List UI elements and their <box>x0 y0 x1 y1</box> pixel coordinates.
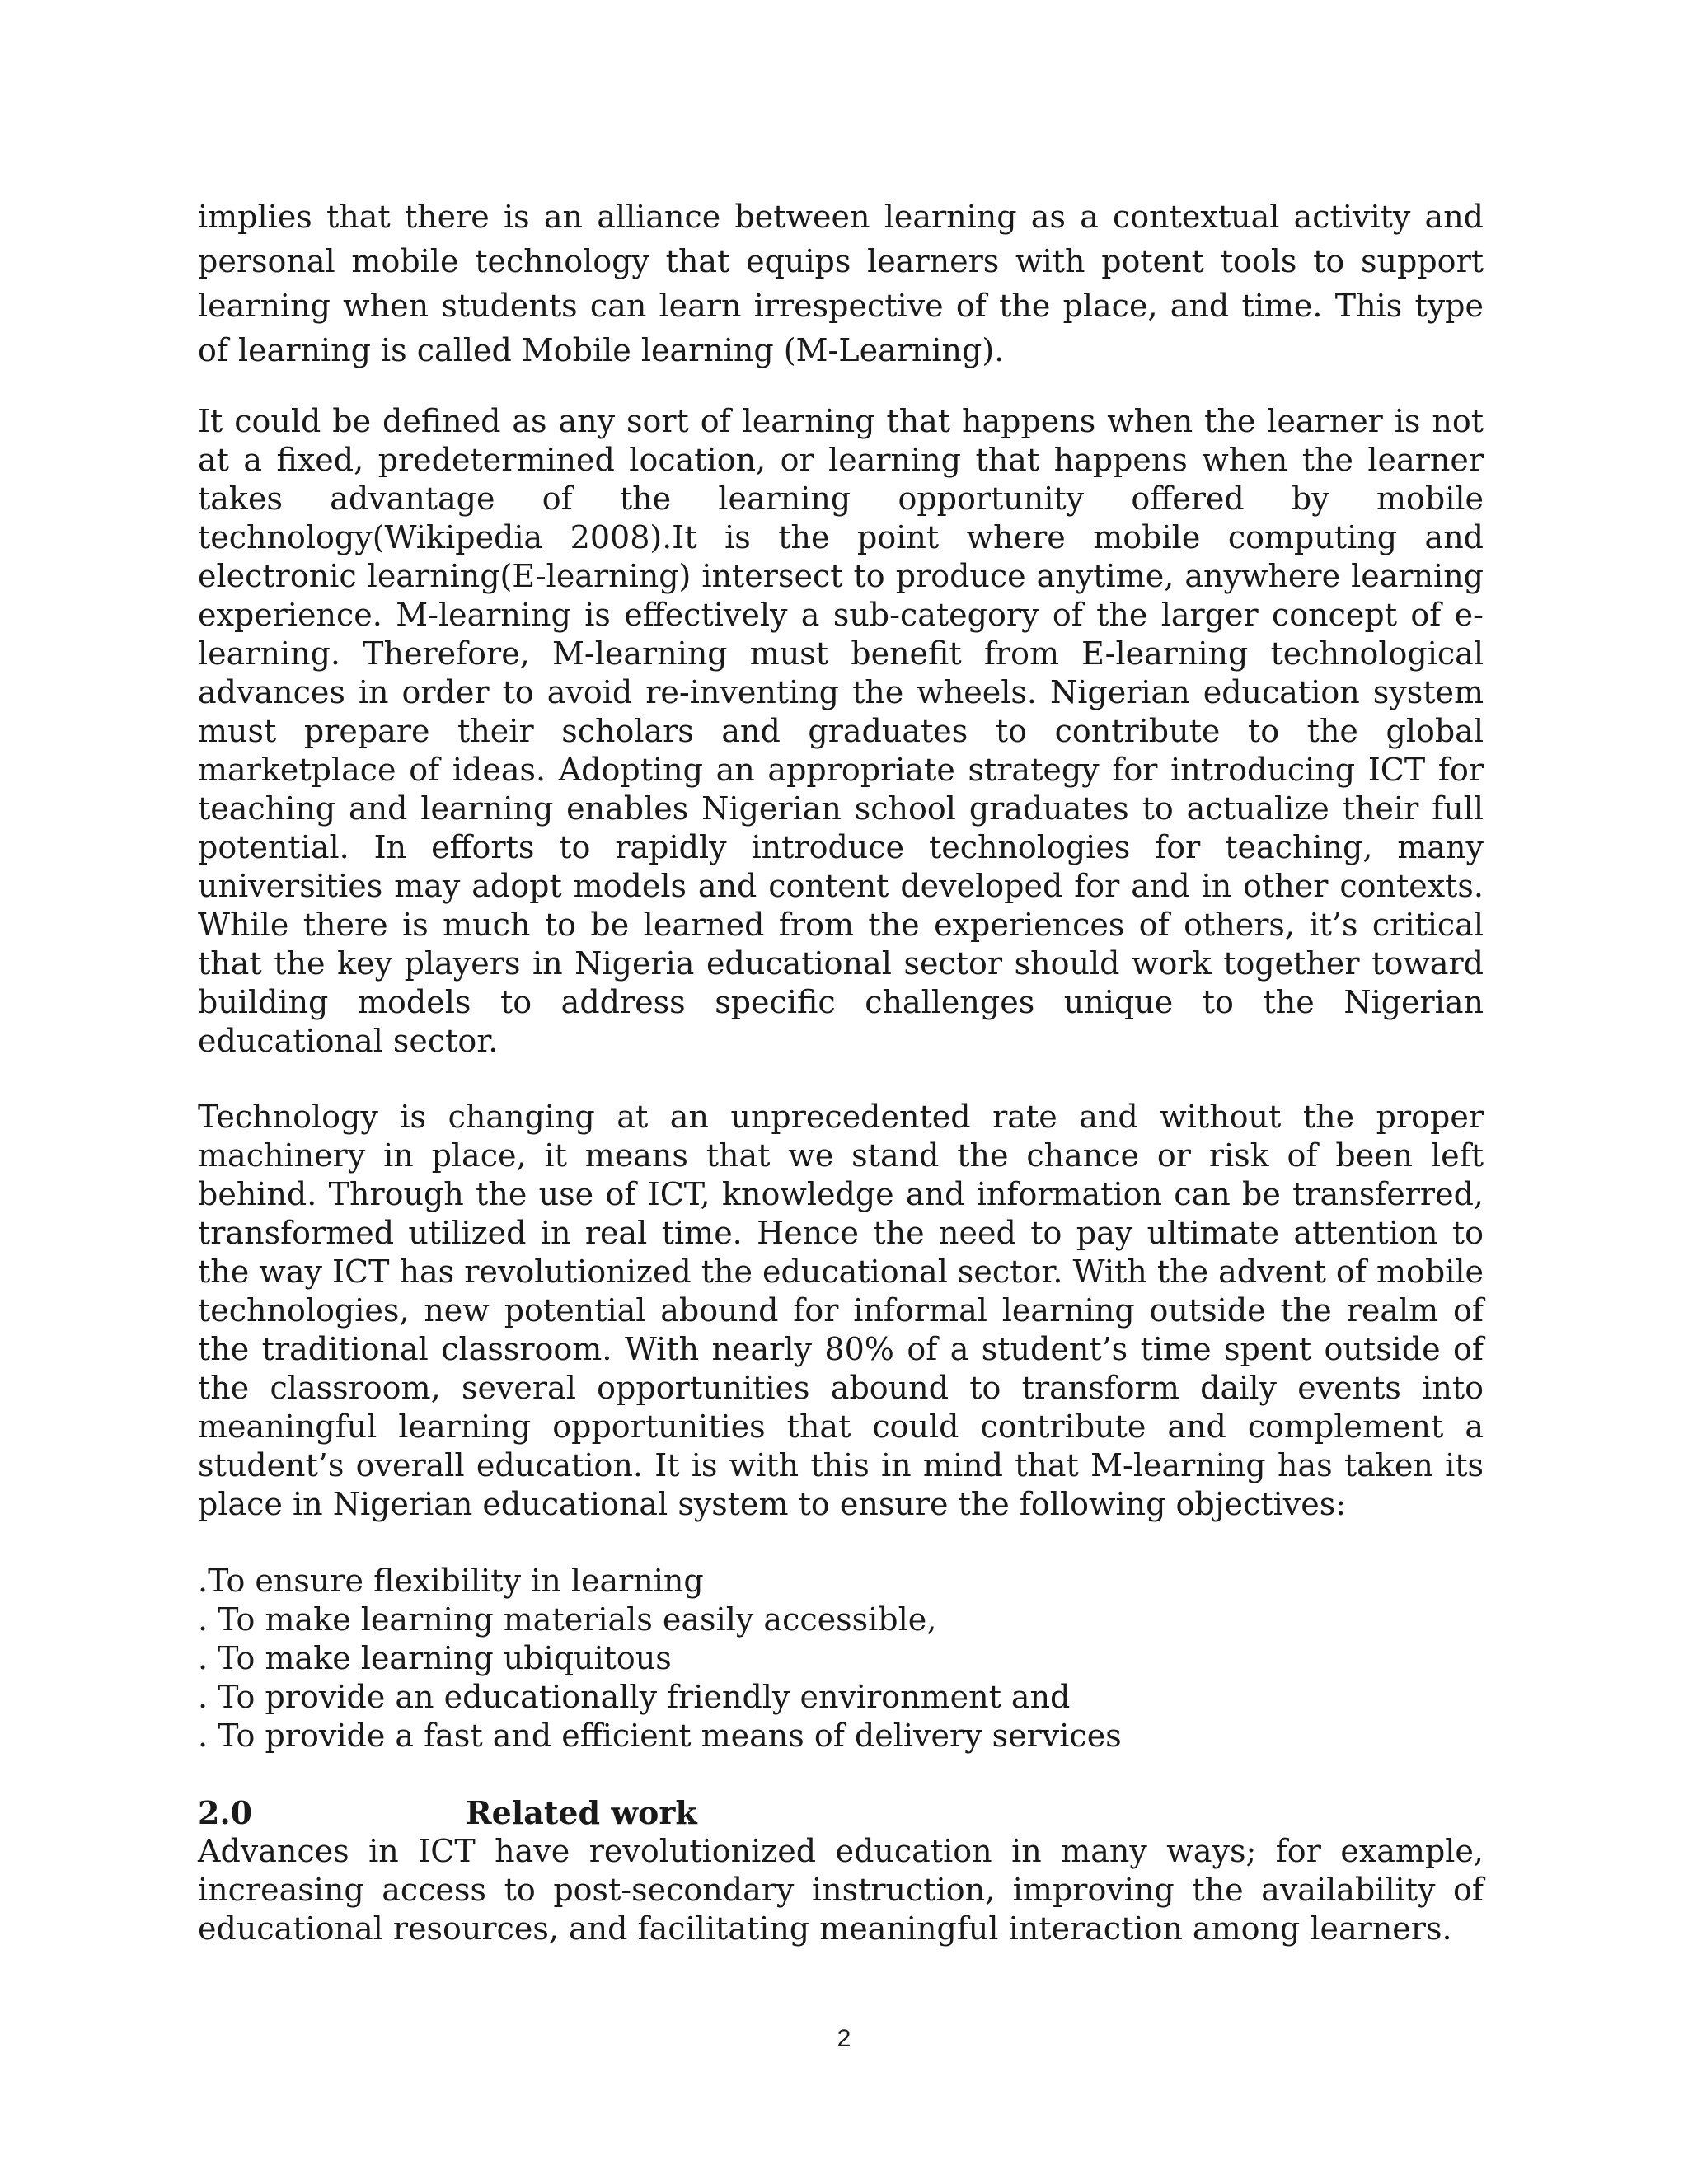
body-paragraph-related-work: Advances in ICT have revolutionized education in many ways; for example, increasing access to post-secondary instruction, improving the availability of educational resources, and facilitating meaningful interaction among learners. <box>198 1833 1484 1947</box>
page-number: 2 <box>837 2025 851 2052</box>
section-title: Related work <box>466 1794 697 1831</box>
list-item: . To make learning ubiquitous <box>198 1640 672 1676</box>
list-item: . To provide a fast and efficient means of delivery services <box>198 1718 1122 1754</box>
section-number: 2.0 <box>198 1794 253 1831</box>
list-item: . To provide an educationally friendly environment and <box>198 1679 1071 1715</box>
body-paragraph-technology: Technology is changing at an unprecedented rate and without the proper machinery in place, it means that we stand the chance or risk of been left behind. Through the use of ICT, knowledge and information can be transferred, transformed utilized in real time. Hence the need to pay ultimate attention to the way ICT has revolutionized the educational sector. With the advent of mobile technologies, new potential abound for informal learning outside the realm of the traditional classroom. With nearly 80% of a student’s time spent outside of the classroom, several opportunities abound to transform daily events into meaningful learning opportunities that could contribute and complement a student’s overall education. It is with this in mind that M-learning has taken its place in Nigerian educational system to ensure the following objectives: <box>198 1099 1484 1522</box>
body-paragraph-intro: implies that there is an alliance between learning as a contextual activity and personal mobile technology that equips learners with potent tools to support learning when students can learn irrespective of the place, and time. This type of learning is called Mobile learning (M-Learning). <box>198 199 1484 368</box>
objectives-list <box>198 1562 1484 1755</box>
list-item: .To ensure flexibility in learning <box>198 1563 704 1599</box>
list-item: . To make learning materials easily accessible, <box>198 1601 937 1638</box>
body-paragraph-definition: It could be defined as any sort of learning that happens when the learner is not at a fixed, predetermined location, or learning that happens when the learner takes advantage of the learning opportunity offered by mobile technology(Wikipedia 2008).It is the point where mobile computing and electronic learning(E-learning) intersect to produce anytime, anywhere learning experience. M-learning is effectively a sub-category of the larger concept of e-learning. Therefore, M-learning must benefit from E-learning technological advances in order to avoid re-inventing the wheels. Nigerian education system must prepare their scholars and graduates to contribute to the global marketplace of ideas. Adopting an appropriate strategy for introducing ICT for teaching and learning enables Nigerian school graduates to actualize their full potential. In efforts to rapidly introduce technologies for teaching, many universities may adopt models and content developed for and in other contexts. While there is much to be learned from the experiences of others, it’s critical that the key players in Nigeria educational sector should work together toward building models to address specific challenges unique to the Nigerian educational sector. <box>198 403 1484 1059</box>
section-heading <box>198 1793 1484 1832</box>
